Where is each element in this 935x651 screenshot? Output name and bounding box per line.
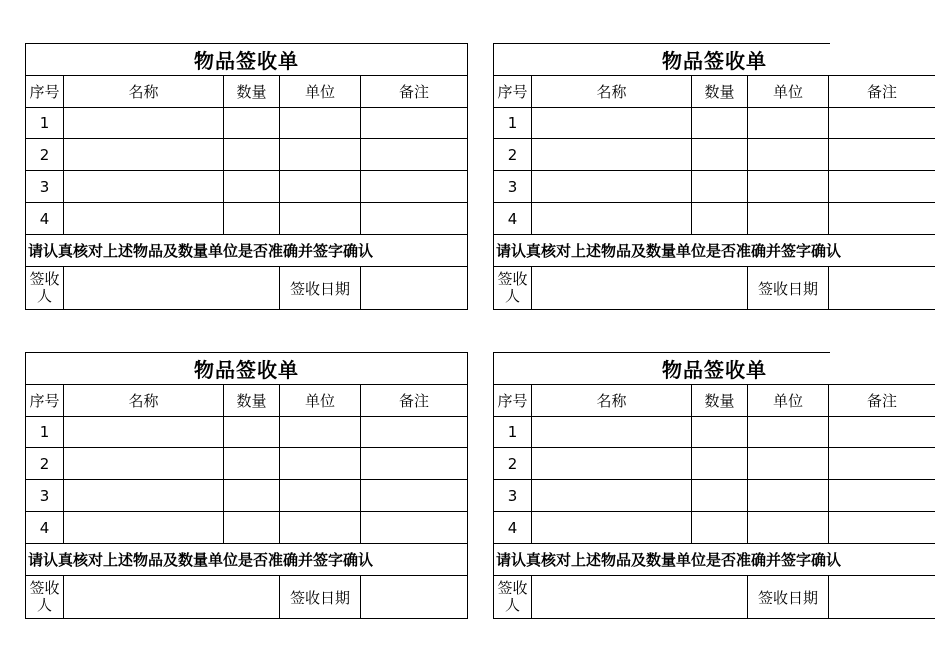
header-qty: 数量 — [692, 76, 748, 108]
row-number: 1 — [26, 108, 64, 139]
row-3-name-cell[interactable] — [532, 480, 692, 512]
row-number: 2 — [26, 139, 64, 171]
signer-name-field[interactable] — [532, 576, 748, 619]
row-2-unit-cell[interactable] — [748, 448, 829, 480]
row-3-unit-cell[interactable] — [280, 171, 361, 203]
row-2-remark-cell[interactable] — [361, 448, 467, 480]
row-3-qty-cell[interactable] — [224, 171, 280, 203]
row-3-unit-cell[interactable] — [748, 171, 829, 203]
row-2-name-cell[interactable] — [64, 448, 224, 480]
row-3-remark-cell[interactable] — [829, 480, 935, 512]
header-seq: 序号 — [494, 385, 532, 417]
row-4-qty-cell[interactable] — [692, 203, 748, 235]
row-1-name-cell[interactable] — [64, 417, 224, 448]
signer-name-field[interactable] — [64, 576, 280, 619]
row-3-remark-cell[interactable] — [361, 171, 467, 203]
row-1-name-cell[interactable] — [64, 108, 224, 139]
form-title: 物品签收单 — [494, 44, 935, 76]
sign-date-label: 签收日期 — [748, 576, 829, 619]
row-2-name-cell[interactable] — [532, 139, 692, 171]
row-number: 4 — [26, 512, 64, 544]
row-3-unit-cell[interactable] — [748, 480, 829, 512]
row-1-name-cell[interactable] — [532, 108, 692, 139]
sign-date-label: 签收日期 — [280, 267, 361, 310]
header-name: 名称 — [64, 385, 224, 417]
signer-label: 签收人 — [26, 576, 64, 619]
row-3-qty-cell[interactable] — [224, 480, 280, 512]
form-title: 物品签收单 — [494, 353, 935, 385]
row-4-remark-cell[interactable] — [361, 203, 467, 235]
row-2-remark-cell[interactable] — [829, 448, 935, 480]
header-name: 名称 — [532, 76, 692, 108]
row-3-unit-cell[interactable] — [280, 480, 361, 512]
receipt-form-bottom-right — [493, 352, 897, 619]
header-remark: 备注 — [361, 76, 467, 108]
row-number: 2 — [26, 448, 64, 480]
row-1-unit-cell[interactable] — [748, 417, 829, 448]
row-4-name-cell[interactable] — [64, 512, 224, 544]
confirmation-note: 请认真核对上述物品及数量单位是否准确并签字确认 — [494, 235, 935, 267]
receipt-form-top-left — [25, 43, 468, 310]
row-1-remark-cell[interactable] — [361, 108, 467, 139]
row-4-remark-cell[interactable] — [829, 512, 935, 544]
row-number: 1 — [494, 108, 532, 139]
header-unit: 单位 — [748, 385, 829, 417]
row-number: 2 — [494, 448, 532, 480]
row-2-qty-cell[interactable] — [692, 139, 748, 171]
row-2-name-cell[interactable] — [64, 139, 224, 171]
row-3-name-cell[interactable] — [64, 171, 224, 203]
row-number: 4 — [494, 512, 532, 544]
row-3-remark-cell[interactable] — [829, 171, 935, 203]
sign-date-field[interactable] — [361, 576, 467, 619]
signer-name-field[interactable] — [64, 267, 280, 310]
signer-label: 签收人 — [494, 576, 532, 619]
row-number: 1 — [494, 417, 532, 448]
sign-date-label: 签收日期 — [748, 267, 829, 310]
row-1-remark-cell[interactable] — [361, 417, 467, 448]
row-1-name-cell[interactable] — [532, 417, 692, 448]
header-unit: 单位 — [280, 385, 361, 417]
confirmation-note: 请认真核对上述物品及数量单位是否准确并签字确认 — [26, 544, 467, 576]
header-seq: 序号 — [494, 76, 532, 108]
row-1-qty-cell[interactable] — [692, 417, 748, 448]
signer-name-field[interactable] — [532, 267, 748, 310]
form-title: 物品签收单 — [26, 353, 467, 385]
row-4-qty-cell[interactable] — [692, 512, 748, 544]
row-number: 1 — [26, 417, 64, 448]
row-2-qty-cell[interactable] — [224, 139, 280, 171]
row-1-qty-cell[interactable] — [224, 417, 280, 448]
row-2-unit-cell[interactable] — [748, 139, 829, 171]
receipt-form-top-right — [493, 43, 897, 310]
row-4-qty-cell[interactable] — [224, 203, 280, 235]
row-1-unit-cell[interactable] — [280, 417, 361, 448]
row-4-remark-cell[interactable] — [361, 512, 467, 544]
row-number: 3 — [494, 171, 532, 203]
row-3-name-cell[interactable] — [64, 480, 224, 512]
row-4-remark-cell[interactable] — [829, 203, 935, 235]
header-seq: 序号 — [26, 385, 64, 417]
header-name: 名称 — [64, 76, 224, 108]
form-title: 物品签收单 — [26, 44, 467, 76]
header-qty: 数量 — [224, 76, 280, 108]
sign-date-field[interactable] — [829, 267, 935, 310]
header-remark: 备注 — [361, 385, 467, 417]
row-2-name-cell[interactable] — [532, 448, 692, 480]
row-4-unit-cell[interactable] — [748, 512, 829, 544]
header-unit: 单位 — [748, 76, 829, 108]
confirmation-note: 请认真核对上述物品及数量单位是否准确并签字确认 — [26, 235, 467, 267]
row-1-qty-cell[interactable] — [224, 108, 280, 139]
row-1-unit-cell[interactable] — [280, 108, 361, 139]
row-4-unit-cell[interactable] — [280, 512, 361, 544]
sign-date-field[interactable] — [829, 576, 935, 619]
row-1-qty-cell[interactable] — [692, 108, 748, 139]
row-3-qty-cell[interactable] — [692, 171, 748, 203]
row-4-unit-cell[interactable] — [748, 203, 829, 235]
row-4-name-cell[interactable] — [532, 512, 692, 544]
row-1-unit-cell[interactable] — [748, 108, 829, 139]
signer-label: 签收人 — [494, 267, 532, 310]
row-4-qty-cell[interactable] — [224, 512, 280, 544]
row-2-remark-cell[interactable] — [361, 139, 467, 171]
row-number: 4 — [494, 203, 532, 235]
row-3-qty-cell[interactable] — [692, 480, 748, 512]
receipt-form-bottom-left — [25, 352, 468, 619]
row-number: 3 — [26, 480, 64, 512]
row-3-remark-cell[interactable] — [361, 480, 467, 512]
row-2-qty-cell[interactable] — [692, 448, 748, 480]
row-number: 3 — [494, 480, 532, 512]
sign-date-field[interactable] — [361, 267, 467, 310]
confirmation-note: 请认真核对上述物品及数量单位是否准确并签字确认 — [494, 544, 935, 576]
row-1-remark-cell[interactable] — [829, 417, 935, 448]
header-unit: 单位 — [280, 76, 361, 108]
signer-label: 签收人 — [26, 267, 64, 310]
row-number: 2 — [494, 139, 532, 171]
row-1-remark-cell[interactable] — [829, 108, 935, 139]
row-2-remark-cell[interactable] — [829, 139, 935, 171]
row-2-unit-cell[interactable] — [280, 139, 361, 171]
row-number: 4 — [26, 203, 64, 235]
header-name: 名称 — [532, 385, 692, 417]
header-seq: 序号 — [26, 76, 64, 108]
sign-date-label: 签收日期 — [280, 576, 361, 619]
row-4-name-cell[interactable] — [64, 203, 224, 235]
row-3-name-cell[interactable] — [532, 171, 692, 203]
row-2-qty-cell[interactable] — [224, 448, 280, 480]
header-qty: 数量 — [224, 385, 280, 417]
header-qty: 数量 — [692, 385, 748, 417]
row-2-unit-cell[interactable] — [280, 448, 361, 480]
row-4-unit-cell[interactable] — [280, 203, 361, 235]
header-remark: 备注 — [829, 385, 935, 417]
row-4-name-cell[interactable] — [532, 203, 692, 235]
header-remark: 备注 — [829, 76, 935, 108]
row-number: 3 — [26, 171, 64, 203]
